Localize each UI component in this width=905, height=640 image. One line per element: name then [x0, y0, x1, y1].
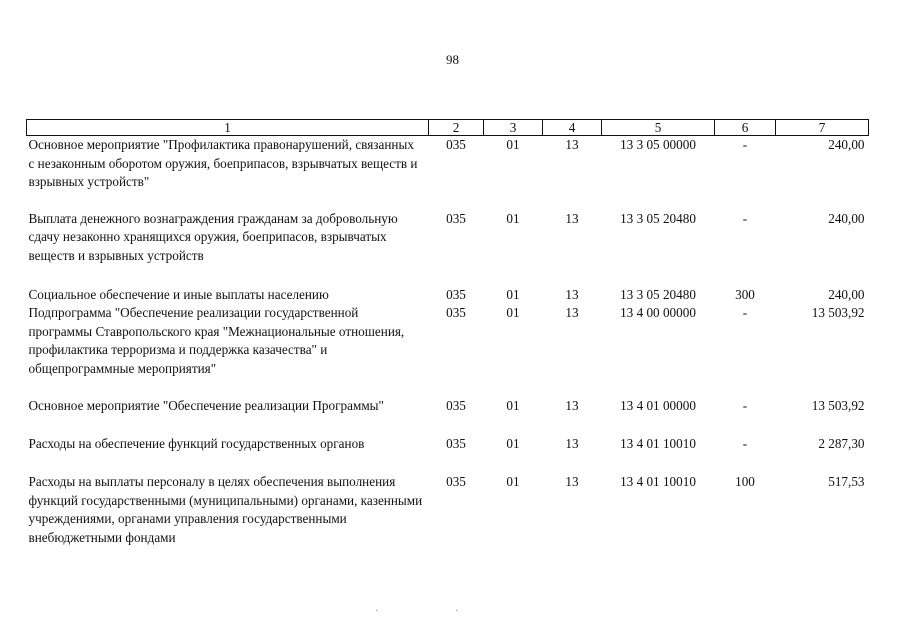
table-row [27, 286, 869, 305]
row-target-article: 13 3 05 20480 [620, 210, 696, 226]
column-header-4: 4 [543, 120, 602, 136]
row-subsection-code: 13 [565, 210, 579, 226]
column-header-3: 3 [484, 120, 543, 136]
page-number: 98 [446, 52, 459, 67]
row-subsection-code: 13 [565, 474, 579, 489]
row-expense-type: - [742, 137, 748, 152]
row-subsection-code: 13 [565, 137, 579, 152]
row-subsection-code: 13 [565, 398, 579, 413]
budget-table [26, 119, 869, 547]
row-expense-type: 300 [735, 286, 755, 302]
row-ministry-code: 035 [446, 305, 466, 320]
column-header-7: 7 [776, 120, 869, 136]
row-ministry-code: 035 [446, 436, 466, 451]
row-subsection-code: 13 [565, 305, 579, 320]
row-name: Выплата денежного вознаграждения гражданам за добровольную сдачу незаконно хранящихся оружия, боеприпасов, взрывчатых веществ и взрывных устройств [28, 210, 398, 263]
row-section-code: 01 [506, 474, 520, 489]
row-ministry-code: 035 [446, 286, 466, 302]
row-amount: 2 287,30 [818, 436, 865, 451]
column-header-2: 2 [429, 120, 484, 136]
table-row [27, 210, 869, 286]
column-header-6: 6 [715, 120, 776, 136]
row-section-code: 01 [506, 286, 520, 302]
row-target-article: 13 4 01 10010 [620, 436, 696, 451]
row-section-code: 01 [506, 398, 520, 413]
row-expense-type: - [742, 436, 748, 451]
row-amount: 13 503,92 [811, 305, 865, 320]
row-expense-type: 100 [735, 474, 755, 489]
row-name: Социальное обеспечение и иные выплаты населению [28, 286, 329, 302]
table-row [27, 304, 869, 397]
row-target-article: 13 3 05 20480 [620, 286, 696, 302]
column-header-1: 1 [27, 120, 429, 136]
row-ministry-code: 035 [446, 137, 466, 152]
row-name: Подпрограмма "Обеспечение реализации государственной программы Ставропольского края "Межнациональные отношения, профилактика терроризма и поддержка казачества" и общепрограммные мероприятия" [28, 305, 405, 376]
table-row [27, 397, 869, 435]
row-amount: 240,00 [828, 137, 865, 152]
row-subsection-code: 13 [565, 436, 579, 451]
row-section-code: 01 [506, 305, 520, 320]
table-row [27, 136, 869, 210]
row-section-code: 01 [506, 436, 520, 451]
row-amount: 240,00 [828, 286, 865, 302]
row-amount: 240,00 [828, 210, 865, 226]
row-name: Расходы на обеспечение функций государственных органов [28, 436, 365, 451]
row-expense-type: - [742, 210, 748, 226]
table-header-row [27, 120, 869, 136]
row-name: Расходы на выплаты персоналу в целях обеспечения выполнения функций государственными (муниципальными) органами, казенными учреждениями, органами управления государственными внебюджетными фондами [28, 474, 423, 545]
column-header-5: 5 [602, 120, 715, 136]
row-section-code: 01 [506, 137, 520, 152]
row-ministry-code: 035 [446, 474, 466, 489]
table-row [27, 435, 869, 473]
row-amount: 13 503,92 [811, 398, 865, 413]
row-target-article: 13 4 00 00000 [620, 305, 696, 320]
row-ministry-code: 035 [446, 210, 466, 226]
row-target-article: 13 4 01 10010 [620, 474, 696, 489]
row-target-article: 13 3 05 00000 [620, 137, 696, 152]
row-name: Основное мероприятие "Профилактика правонарушений, связанных с незаконным оборотом оружия, боеприпасов, взрывчатых веществ и взрывных устройств" [28, 137, 418, 189]
scan-speck: · [375, 606, 379, 617]
row-amount: 517,53 [828, 474, 865, 489]
scan-speck: · [455, 606, 459, 617]
table-row [27, 473, 869, 547]
row-expense-type: - [742, 398, 748, 413]
row-section-code: 01 [506, 210, 520, 226]
row-subsection-code: 13 [565, 286, 579, 302]
row-ministry-code: 035 [446, 398, 466, 413]
row-name: Основное мероприятие "Обеспечение реализации Программы" [28, 398, 384, 413]
row-target-article: 13 4 01 00000 [620, 398, 696, 413]
row-expense-type: - [742, 305, 748, 320]
